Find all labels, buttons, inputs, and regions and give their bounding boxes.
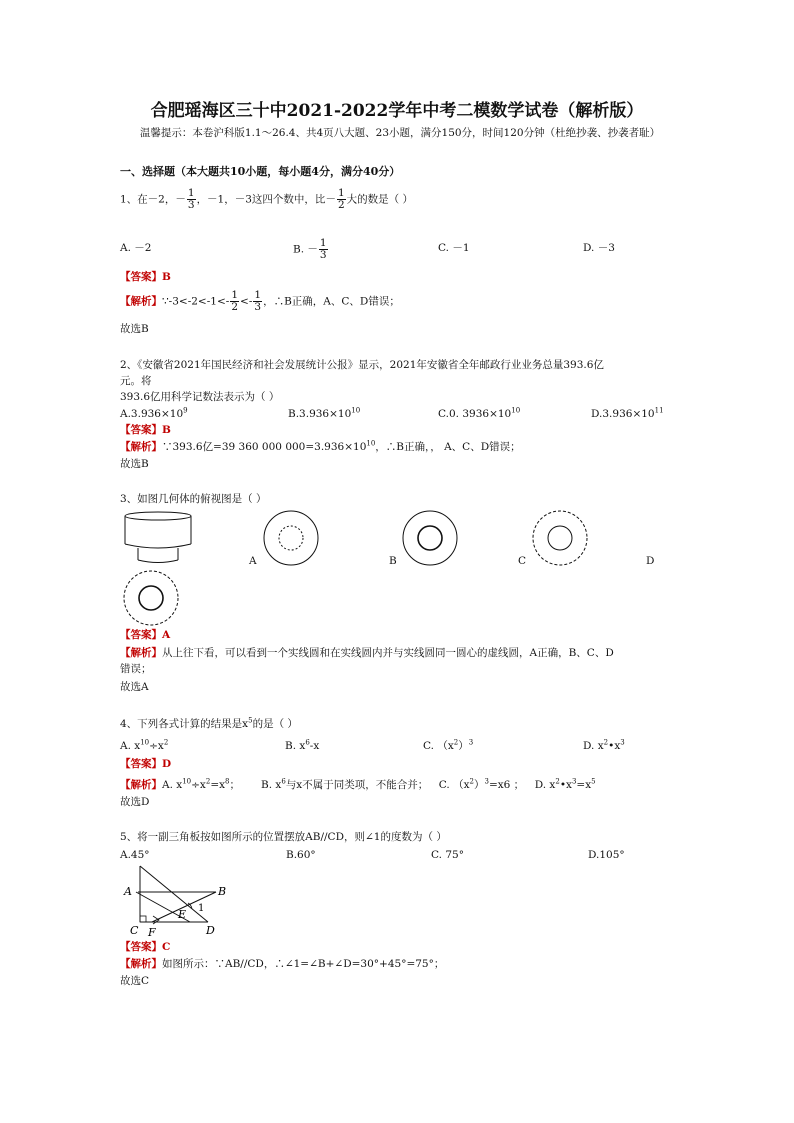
q5-conclusion: 故选C [120,975,150,987]
q3-option-c-figure [532,510,588,566]
q4-analysis: 【解析】A. $x^{10}\div x^2=x^8$； B. $x^6$与x不属于同类项，不能合并； C. $(x^2)^3=x6$ ； D. $x^2•x^3=x^5$ [120,777,596,791]
q1-answer: 【答案】B [120,271,171,283]
q5-answer: 【答案】C [120,941,171,953]
q2-option-c: C.0. $3936\times 10^{10}$ [438,406,521,420]
q3-answer: 【答案】A [120,629,171,641]
section-heading: 一、选择题（本大题共10小题，每小题4分，满分40分） [120,165,401,178]
q3-label-c: C [518,555,527,567]
q5-triangle-figure [118,862,238,938]
q3-analysis: 【解析】从上往下看，可以看到一个实线圆和在实线圆内并与实线圆同一圆心的虚线圆，A正确，B、C、D [120,647,614,659]
q3-stem: 3、如图几何体的俯视图是（ ） [120,493,267,505]
q5-fig-label-d: D [206,924,215,937]
q3-option-a-figure [263,510,319,566]
q5-option-c: C. 75° [431,849,464,861]
q5-fig-label-b: B [218,885,227,898]
q1-stem: 1、在－2，－ $\frac{1}{3}$ ，－1，－3这四个数中，比－ $\frac{1}{2}$ 大的数是（ ） [120,187,413,211]
q1-option-b: B. － $\frac{1}{3}$ [293,237,327,261]
q1-conclusion: 故选B [120,323,149,335]
q2-stem-line1: 2、《安徽省2021年国民经济和社会发展统计公报》显示，2021年安徽省全年邮政行业业务总量393.6亿 [120,359,604,371]
q2-option-d: $D.3.936\times 10^{11}$ [591,406,664,420]
q1-analysis: 【解析】∵-3<-2<-1<- $\frac{1}{2}$ <- $\frac{1}{3}$ ，∴B正确，A、C、D错误； [120,289,400,313]
q2-option-b: $B.3.936\times 10^{10}$ [288,406,361,420]
q2-conclusion: 故选B [120,458,149,470]
q5-analysis: 【解析】如图所示：∵AB//CD，∴∠1=∠B+∠D=30°+45°=75°； [120,958,445,970]
q3-option-b-figure [402,510,458,566]
q4-answer: 【答案】D [120,758,172,770]
q1-option-d: D. －3 [583,242,615,254]
q5-fig-label-c: C [130,924,139,937]
q1-option-a: A. －2 [120,242,152,254]
q5-fig-angle-1: 1 [198,903,205,914]
q4-option-b: B. $x^6-x$ [285,738,320,752]
q3-solid-figure [120,508,200,564]
q2-option-a: $A.3.936\times 10^9$ [120,406,188,420]
q2-stem-line2: 元。将 [120,375,152,387]
q2-stem-line3: 393.6亿用科学记数法表示为（ ） [120,391,280,403]
q3-conclusion: 故选A [120,681,149,693]
q3-label-b: B [389,555,397,567]
q3-option-d-figure [123,570,179,626]
exam-tip: 温馨提示：本卷沪科版1.1～26.4、共4页八大题、23小题，满分150分，时间120分钟（杜绝抄袭、抄袭者耻） [139,127,661,139]
q3-label-a: A [249,555,257,567]
q4-stem: 4、下列各式计算的结果是$x^5$的是（ ） [120,716,298,730]
q5-stem: 5、将一副三角板按如图所示的位置摆放AB//CD，则∠1的度数为（ ） [120,831,447,843]
q5-option-b: B.60° [286,849,316,861]
q2-answer: 【答案】B [120,424,171,436]
q5-fig-label-a: A [124,885,132,898]
page-title: 合肥瑶海区三十中2021-2022学年中考二模数学试卷（解析版） [150,101,644,121]
q3-label-d: D [646,555,655,567]
q5-fig-label-f: F [148,926,156,939]
q4-option-d: D. $x^2•x^3$ [583,738,625,752]
q4-conclusion: 故选D [120,796,150,808]
q5-option-a: A.45° [120,849,150,861]
q2-analysis: 【解析】∵393.6亿=39 360 000 $000=3.936\times 10^{10}$，∴B正确，， A、C、D错误； [120,439,521,453]
q1-option-c: C. －1 [438,242,470,254]
q3-analysis-line2: 错误； [120,663,152,675]
q4-option-a: A. $x^{10}\div x^2$ [120,738,169,752]
q4-option-c: C. $(x^2)^3$ [423,738,474,752]
q5-option-d: D.105° [588,849,625,861]
q5-fig-label-e: E [178,908,187,921]
